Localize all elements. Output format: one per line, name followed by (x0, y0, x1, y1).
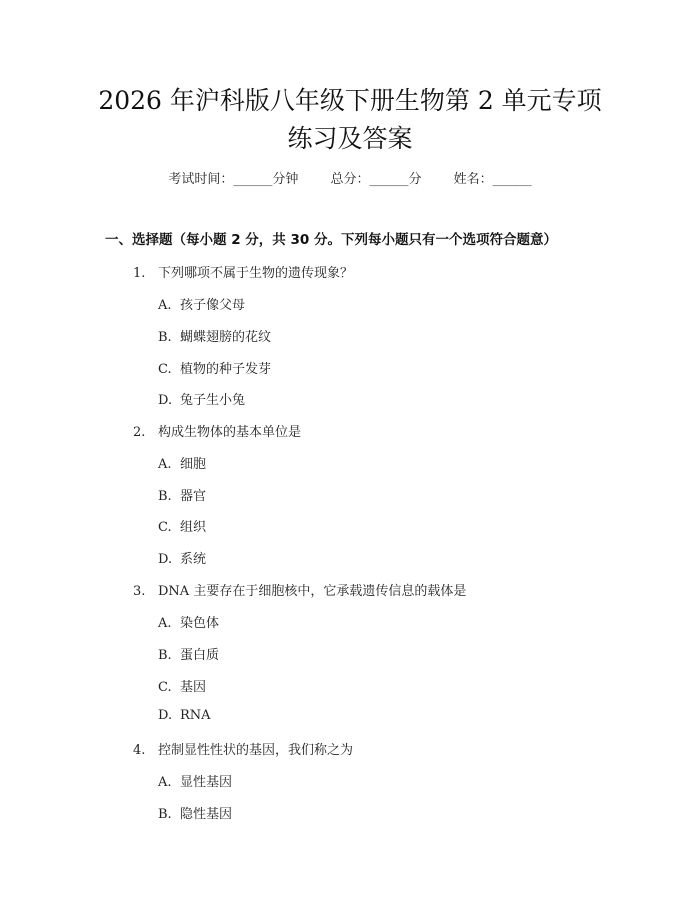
option-text: 基因 (180, 680, 207, 695)
q3-option-d (158, 708, 211, 723)
q2-option-b (158, 485, 206, 504)
question-4 (133, 739, 353, 758)
q2-option-a (158, 453, 206, 472)
q4-option-b (158, 803, 232, 822)
question-number: 1. (133, 266, 146, 281)
question-number: 2. (133, 425, 146, 440)
option-text: 显性基因 (180, 775, 233, 790)
q2-option-d (158, 548, 206, 567)
q3-option-c (158, 676, 206, 695)
option-letter: D. (158, 552, 173, 567)
option-letter: B. (158, 330, 172, 345)
q1-option-b (158, 326, 271, 345)
question-text: 控制显性性状的基因，我们称之为 (158, 743, 354, 758)
question-text: DNA 主要存在于细胞核中，它承载遗传信息的载体是 (158, 584, 467, 599)
option-text: 细胞 (180, 457, 207, 472)
option-text: 器官 (180, 489, 207, 504)
exam-time-field: 考试时间：______分钟 (168, 172, 299, 187)
option-text: 隐性基因 (180, 807, 233, 822)
option-text: 植物的种子发芽 (180, 362, 272, 377)
question-2 (133, 421, 301, 440)
q1-option-c (158, 358, 271, 377)
student-name-field: 姓名：______ (453, 172, 532, 187)
option-letter: A. (158, 616, 172, 631)
q1-option-d (158, 389, 245, 408)
q4-option-a (158, 771, 232, 790)
option-letter: C. (158, 680, 172, 695)
document-title-line-1: 2026 年沪科版八年级下册生物第 2 单元专项 (98, 86, 602, 115)
total-score-field: 总分：______分 (330, 172, 422, 187)
option-letter: B. (158, 807, 172, 822)
option-letter: D. (158, 708, 173, 723)
option-text: 蝴蝶翅膀的花纹 (180, 330, 272, 345)
option-text: 兔子生小兔 (180, 393, 246, 408)
option-text: 组织 (180, 520, 207, 535)
question-text: 下列哪项不属于生物的遗传现象？ (158, 266, 354, 281)
option-letter: B. (158, 648, 172, 663)
option-text: 系统 (180, 552, 207, 567)
option-letter: C. (158, 362, 172, 377)
q3-option-b (158, 644, 219, 663)
option-letter: A. (158, 298, 172, 313)
section-heading-multiple-choice: 一、选择题（每小题 2 分，共 30 分。下列每小题只有一个选项符合题意） (105, 232, 557, 248)
option-letter: B. (158, 489, 172, 504)
option-letter: A. (158, 775, 172, 790)
document-title-line-2: 练习及答案 (287, 124, 413, 153)
q2-option-c (158, 516, 206, 535)
option-text: 孩子像父母 (180, 298, 246, 313)
option-letter: C. (158, 520, 172, 535)
question-text: 构成生物体的基本单位是 (158, 425, 302, 440)
option-text: 染色体 (180, 616, 220, 631)
question-number: 4. (133, 743, 146, 758)
question-number: 3. (133, 584, 146, 599)
question-3 (133, 580, 466, 599)
option-text: 蛋白质 (180, 648, 220, 663)
option-letter: A. (158, 457, 172, 472)
question-1 (133, 262, 353, 281)
option-letter: D. (158, 393, 173, 408)
exam-meta (0, 168, 700, 187)
option-text: RNA (180, 708, 211, 723)
q3-option-a (158, 612, 219, 631)
q1-option-a (158, 294, 245, 313)
